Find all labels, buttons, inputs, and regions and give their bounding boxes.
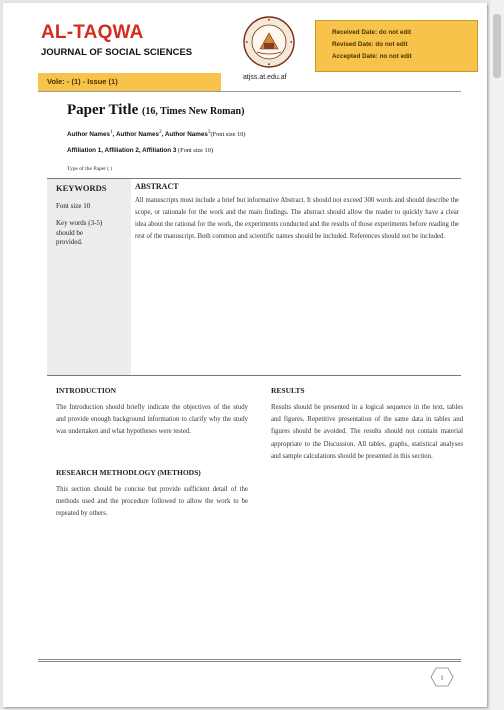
affiliations: Affiliation 1, Affiliation 2, Affiliation 3: [67, 147, 177, 154]
abstract-heading: ABSTRACT: [135, 182, 179, 191]
introduction-text: The Introduction should briefly indicate the objectives of the study and provide enough background information to clarify why the study was undertaken and what hypotheses were tested.: [56, 404, 248, 436]
received-date: Received Date: do not edit: [332, 29, 412, 36]
author-separator: ,: [161, 131, 165, 139]
journal-seal-logo: [243, 16, 295, 68]
methods-text: This section should be concise but provide sufficient detail of the methods used and the procedure followed to allow the work to be repeated by others.: [56, 486, 248, 518]
author-name: Author Names: [115, 131, 159, 139]
accepted-date: Accepted Date: no not edit: [332, 53, 412, 60]
scrollbar-thumb[interactable]: [493, 14, 501, 78]
footer-divider: [38, 659, 461, 660]
results-text: Results should be presented in a logical sequence in the text, tables and figures. Repetitive presentation of the same data in tables and figures should be avoided. The results should not contain material appropriate to the Discussion. All tables, graphs, statistical analyses and sample calculations should be presented in this section.: [271, 404, 463, 460]
volume-issue-bar: [38, 73, 221, 91]
author-line: [67, 129, 246, 138]
vertical-scrollbar[interactable]: [490, 0, 504, 710]
abstract-text: All manuscripts must include a brief but informative Abstract. It should not exceed 300 words and should describe the scope, or rationale for the work and the main findings. The abstract should allow the reader to quickly have a clear idea about the rational for the work, the experiments conducted and the results of those experiments before reading the rest of the manuscript. Both common and scientific names should be included. References should not be included.: [135, 197, 459, 241]
page-number-badge: [430, 667, 454, 687]
results-heading: RESULTS: [271, 386, 305, 395]
footer-divider: [38, 661, 461, 662]
paper-title-text: Paper Title: [67, 102, 139, 118]
author-superscript: 2: [158, 129, 162, 135]
revised-date: Revised Date: do not edit: [332, 41, 408, 48]
authors-font-note: (Font size 10): [210, 131, 246, 139]
volume-issue-label: Vole: - (1) - Issue (1): [47, 77, 118, 86]
document-page: [3, 3, 487, 707]
author-name: Author Names: [67, 131, 111, 139]
paper-title-note: (16, Times New Roman): [142, 106, 245, 117]
author-name: Author Names: [164, 131, 208, 139]
page-number: 1: [440, 674, 444, 682]
keywords-heading: KEYWORDS: [56, 183, 107, 193]
keywords-text: Key words (3-5) should be provided.: [56, 219, 103, 247]
author-superscript: 3: [207, 129, 211, 135]
author-separator: ,: [112, 131, 116, 139]
introduction-heading: INTRODUCTION: [56, 386, 117, 395]
keywords-column: [47, 179, 131, 375]
keywords-font-note: Font size 10: [56, 202, 91, 210]
affiliations-font-note: (Font size 10): [177, 147, 213, 154]
methods-heading: RESEARCH METHODLOGY (METHODS): [56, 468, 201, 477]
paper-type: Type of the Paper ( ): [67, 166, 113, 172]
dates-box: [315, 20, 478, 72]
author-superscript: 1: [110, 129, 113, 135]
paper-title: [67, 102, 244, 119]
journal-subtitle: JOURNAL OF SOCIAL SCIENCES: [41, 47, 193, 58]
header-divider: [38, 91, 461, 92]
affiliation-line: [67, 147, 213, 154]
journal-website: atjss.at.edu.af: [243, 74, 287, 81]
abstract-bottom-divider: [47, 375, 461, 376]
journal-name: AL-TAQWA: [41, 22, 144, 43]
